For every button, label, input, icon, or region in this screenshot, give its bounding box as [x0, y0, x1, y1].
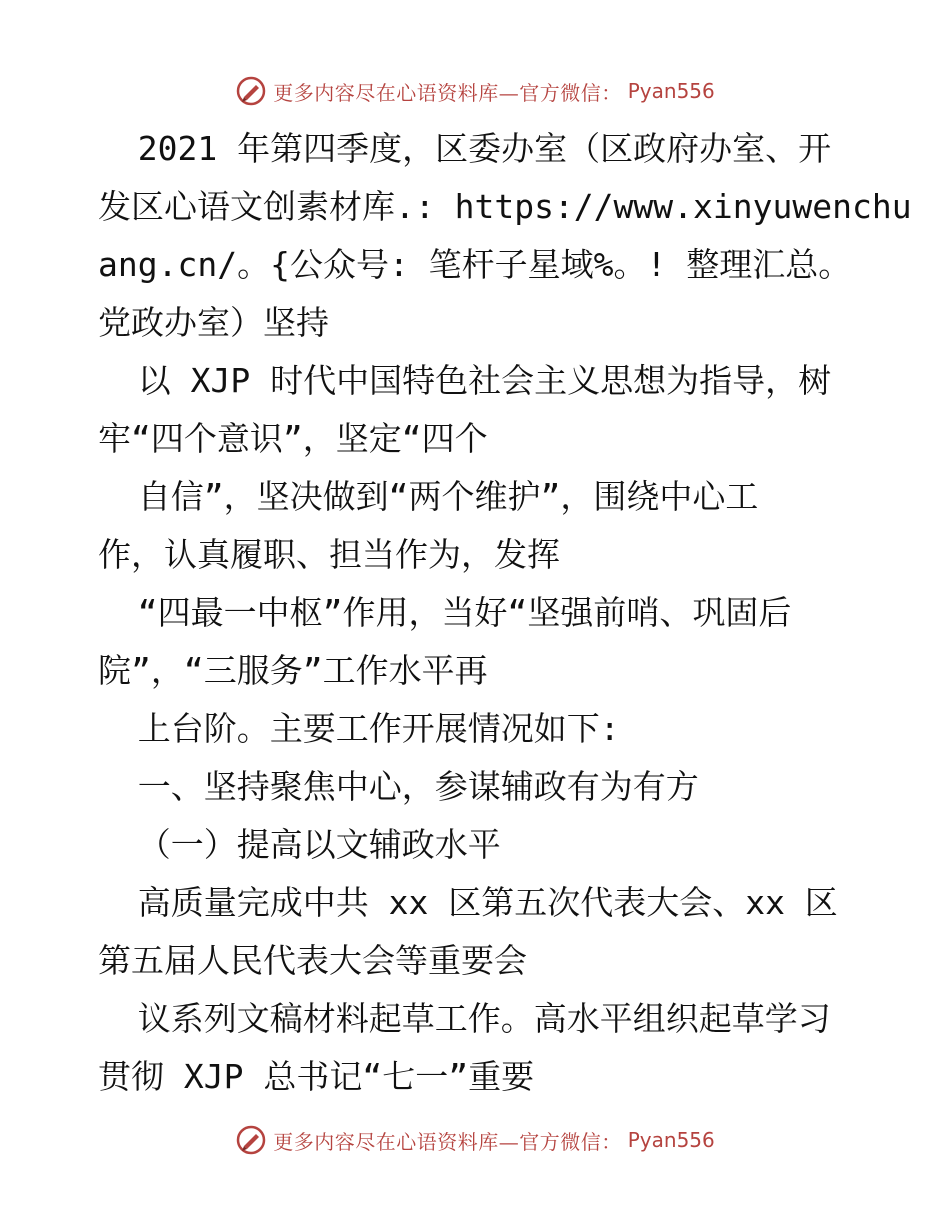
pen-logo-icon [235, 1124, 267, 1156]
body-line: 上台阶。主要工作开展情况如下: [98, 709, 620, 748]
banner-text: 更多内容尽在心语资料库—官方微信： [273, 1129, 622, 1154]
banner-wechat-id: Pyan556 [627, 1128, 715, 1152]
body-line: “四最一中枢”作用，当好“坚强前哨、巩固后 [98, 593, 792, 632]
banner-wechat-id: Pyan556 [627, 79, 715, 103]
body-line: 自信”，坚决做到“两个维护”，围绕中心工 [98, 477, 759, 516]
body-line: ang.cn/。{公众号: 笔杆子星域%。! 整理汇总。 [98, 245, 852, 284]
body-line: 第五届人民代表大会等重要会 [98, 941, 527, 980]
footer-watermark-banner [0, 1120, 950, 1160]
banner-text: 更多内容尽在心语资料库—官方微信： [273, 80, 622, 105]
subsection-heading: （一）提高以文辅政水平 [98, 825, 501, 864]
body-line: 2021 年第四季度，区委办室（区政府办室、开 [98, 129, 832, 168]
section-heading: 一、坚持聚焦中心，参谋辅政有为有方 [98, 767, 699, 806]
body-line: 以 XJP 时代中国特色社会主义思想为指导，树 [98, 361, 832, 400]
body-line: 高质量完成中共 xx 区第五次代表大会、xx 区 [98, 883, 838, 922]
body-line: 党政办室）坚持 [98, 303, 329, 342]
document-body [98, 120, 912, 1106]
body-line: 院”，“三服务”工作水平再 [98, 651, 488, 690]
body-line: 作，认真履职、担当作为，发挥 [98, 535, 560, 574]
body-line: 发区心语文创素材库.: https://www.xinyuwenchu [98, 187, 912, 226]
pen-logo-icon [235, 75, 267, 107]
body-line: 议系列文稿材料起草工作。高水平组织起草学习 [98, 999, 831, 1038]
header-watermark-banner [0, 71, 950, 111]
body-line: 贯彻 XJP 总书记“七一”重要 [98, 1057, 535, 1096]
body-line: 牢“四个意识”，坚定“四个 [98, 419, 488, 458]
